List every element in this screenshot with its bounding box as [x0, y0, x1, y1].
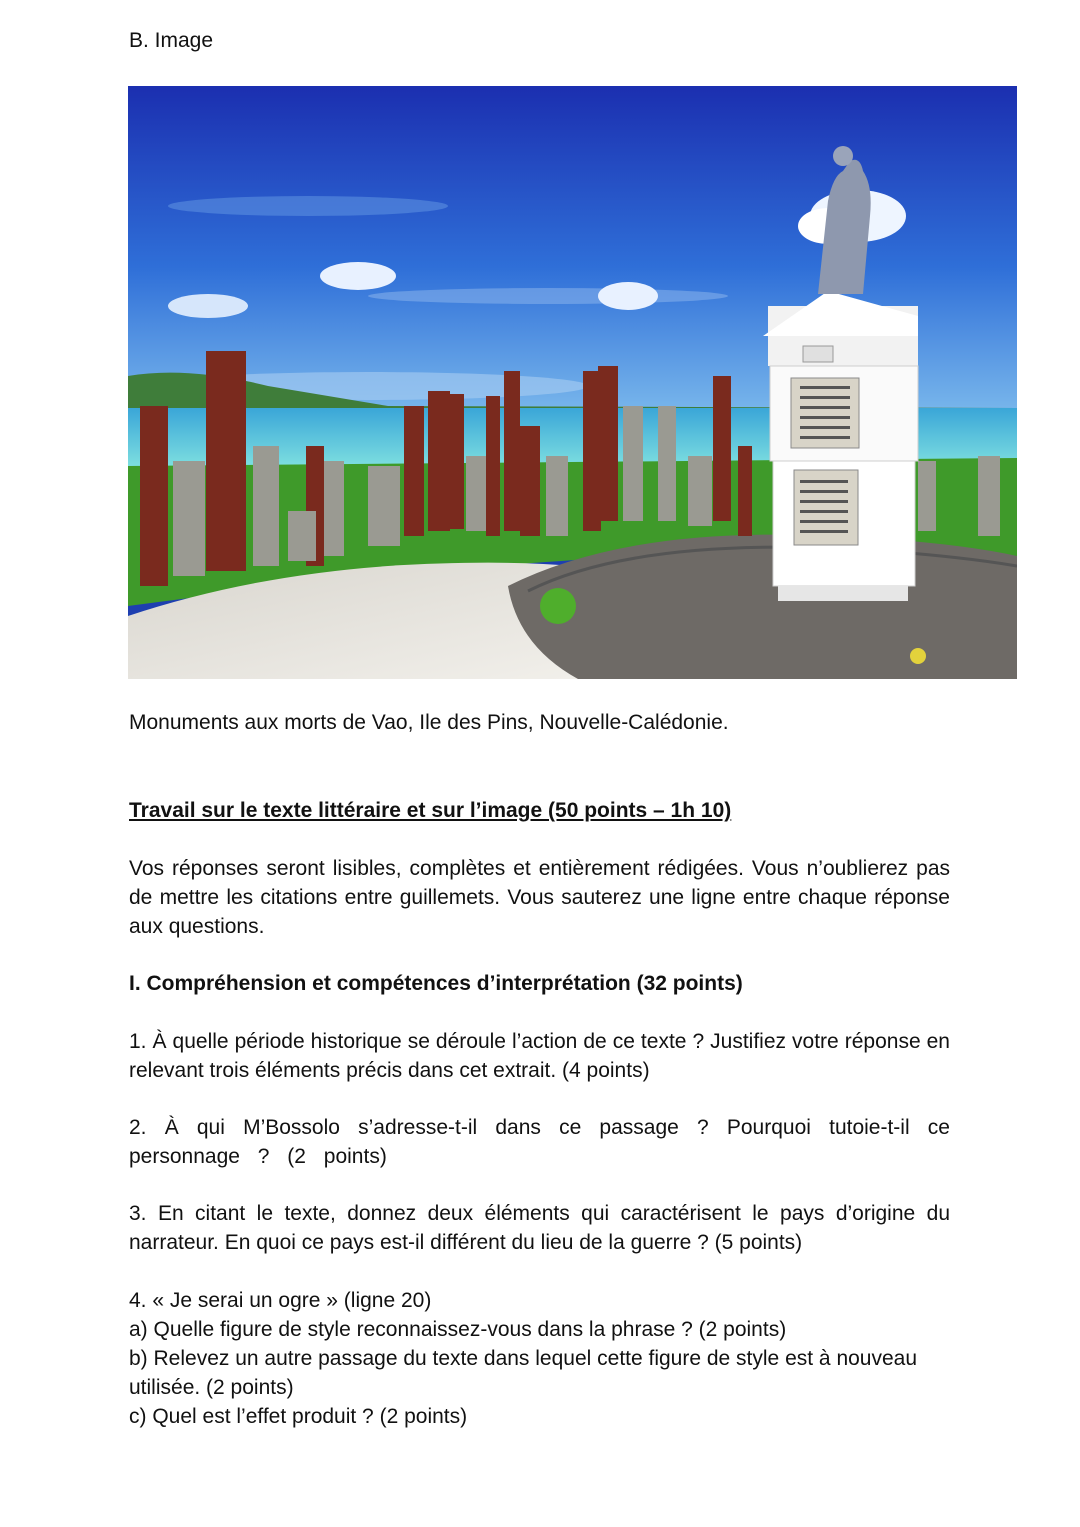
question-3: 3. En citant le texte, donnez deux éléments qui caractérisent le pays d’origine du narrateur. En quoi ce pays est-il différent du lieu de la guerre ? (5 points) — [129, 1202, 950, 1254]
photo-caption: Monuments aux morts de Vao, Ile des Pins, Nouvelle-Calédonie. — [129, 711, 729, 734]
question-4-intro: 4. « Je serai un ogre » (ligne 20) — [129, 1289, 432, 1312]
question-4c: c) Quel est l’effet produit ? (2 points) — [129, 1405, 468, 1428]
monument-photo — [128, 86, 1017, 679]
monument-photo-illustration — [128, 86, 1017, 679]
question-4a: a) Quelle figure de style reconnaissez-vous dans la phrase ? (2 points) — [129, 1318, 787, 1341]
question-4 — [129, 1286, 950, 1431]
section-label: B. Image — [129, 29, 214, 52]
question-4b: b) Relevez un autre passage du texte dans lequel cette figure de style est à nouveau utilisée. (2 points) — [129, 1347, 918, 1399]
work-heading: Travail sur le texte littéraire et sur l’image (50 points – 1h 10) — [129, 799, 732, 822]
question-1: 1. À quelle période historique se déroule l’action de ce texte ? Justifiez votre réponse en relevant trois éléments précis dans cet extrait. (4 points) — [129, 1030, 950, 1082]
question-2: 2. À qui M’Bossolo s’adresse-t-il dans ce passage ? Pourquoi tutoie-t-il ce personnage ? (2 points) — [129, 1116, 950, 1168]
instructions-paragraph: Vos réponses seront lisibles, complètes et entièrement rédigées. Vous n’oublierez pas de mettre les citations entre guillemets. Vous sauterez une ligne entre chaque réponse aux questions. — [129, 857, 950, 938]
part1-heading: I. Compréhension et compétences d’interprétation (32 points) — [129, 972, 743, 995]
